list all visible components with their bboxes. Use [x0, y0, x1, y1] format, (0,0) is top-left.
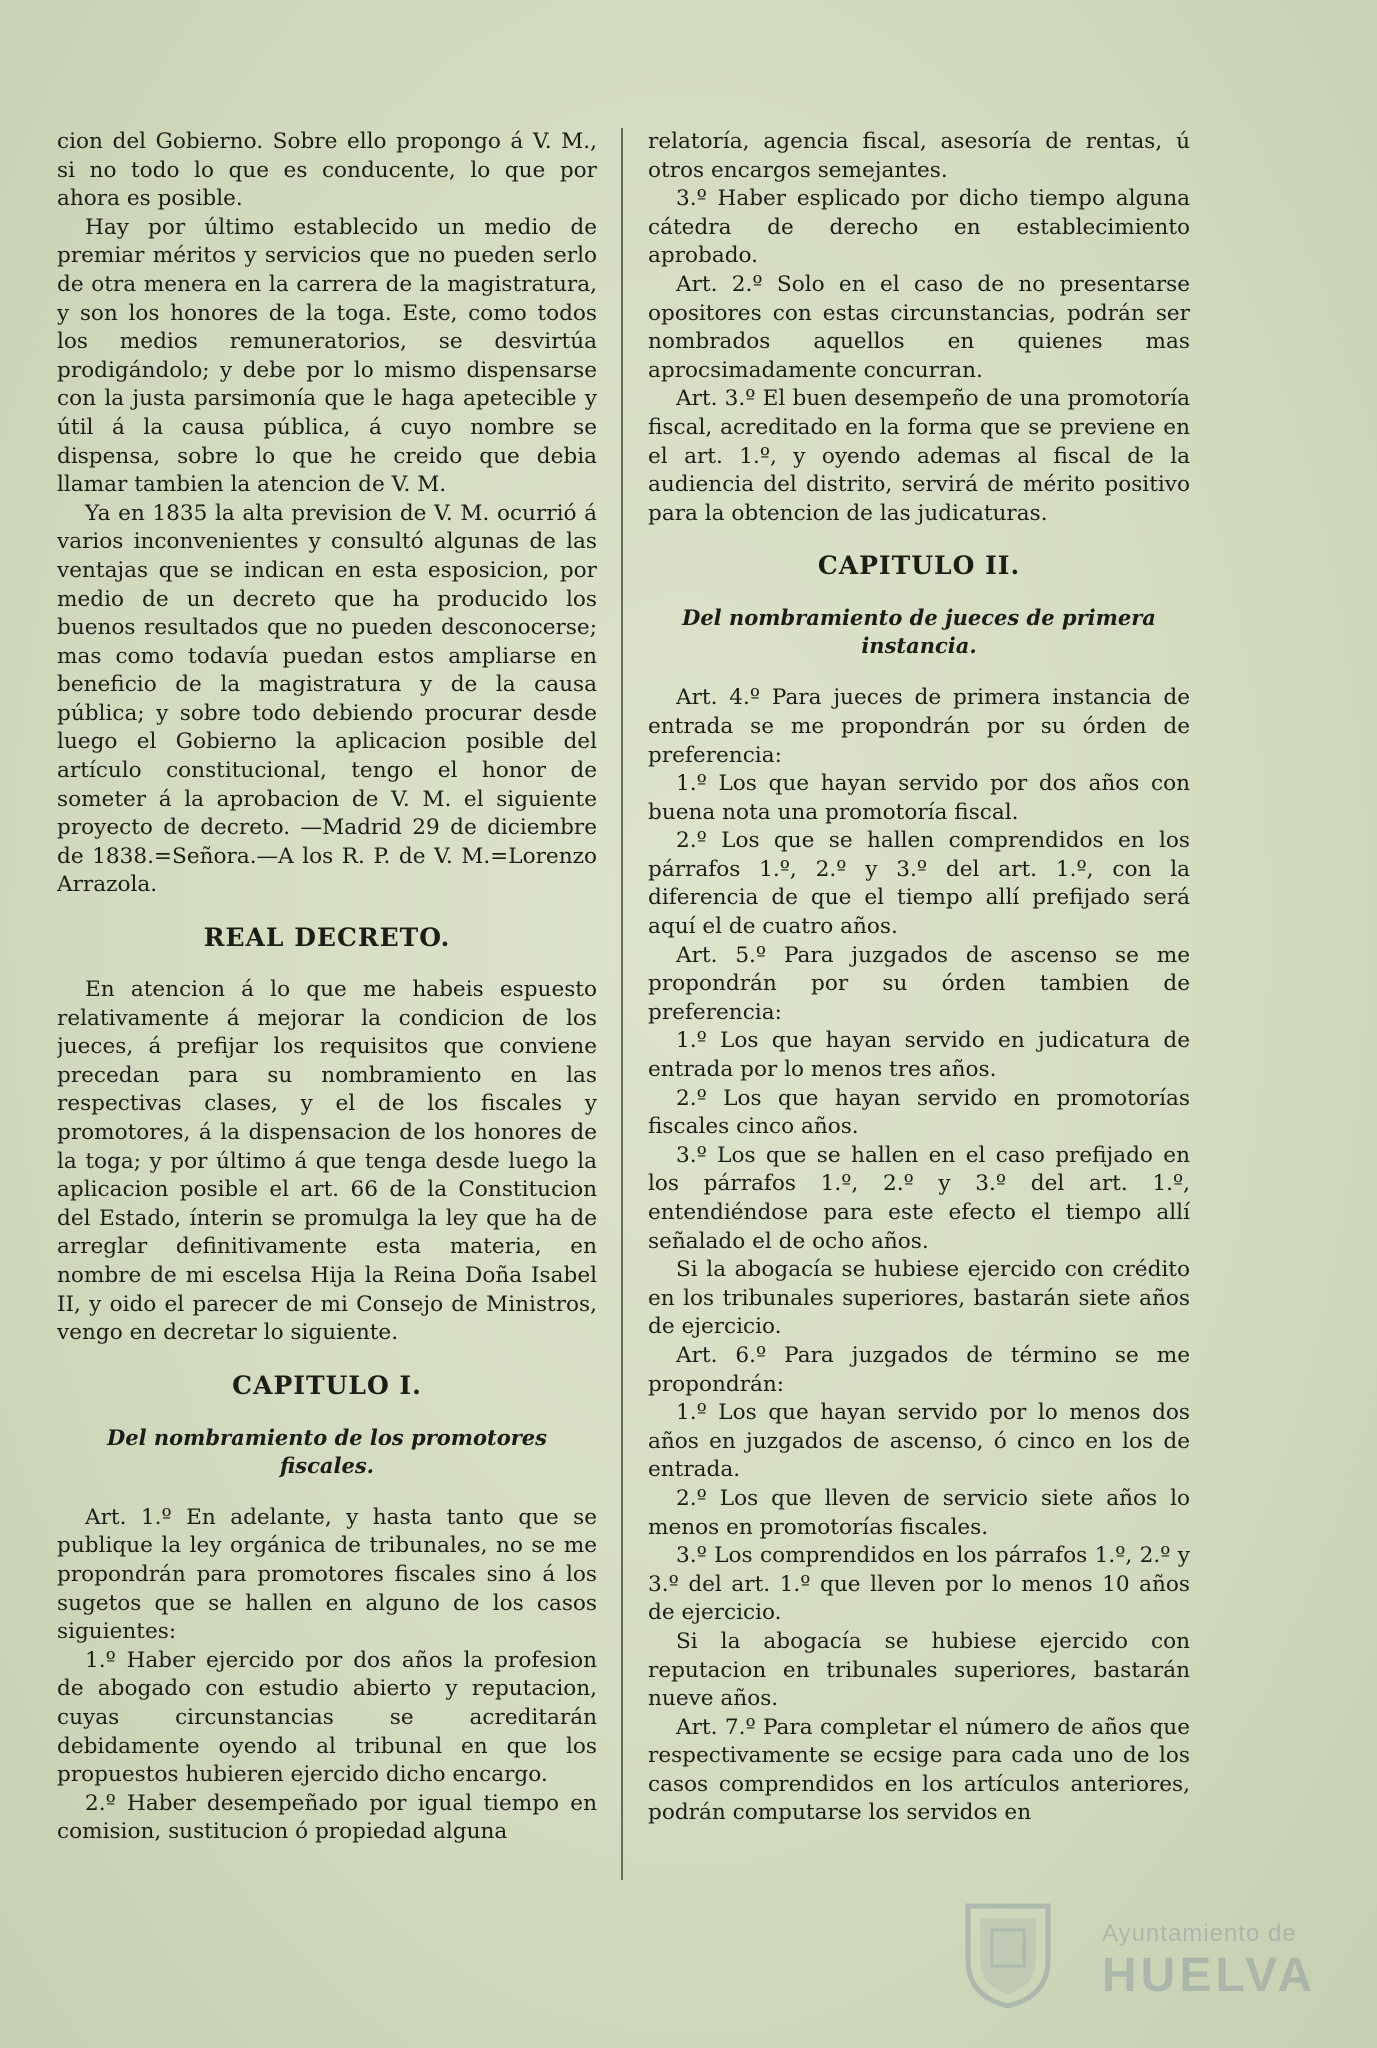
coat-of-arms-icon	[960, 1900, 1056, 2010]
article-1-case-1: 1.º Haber ejercido por dos años la profesion de abogado con estudio abierto y reputacion, cuyas circunstancias se acreditarán debidamente oyendo al tribunal en que los propuestos hubieren ejercido dicho encargo.	[57, 1647, 597, 1788]
watermark-text-line1: Ayuntamiento de	[1102, 1920, 1297, 1947]
watermark-text-line2: HUELVA	[1102, 1949, 1317, 2002]
article-7: Art. 7.º Para completar el número de años que respectivamente se ecsige para cada uno de los casos comprendidos en los artículos anteriores, podrán computarse los servidos en	[648, 1714, 1190, 1826]
article-3: Art. 3.º El buen desempeño de una promotoría fiscal, acreditado en la forma que se previene en el art. 1.º, y oyendo ademas al fiscal de la audiencia del distrito, servirá de mérito positivo para la obtencion de las judicaturas.	[648, 386, 1190, 526]
paragraph: Hay por último establecido un medio de premiar méritos y servicios que no pueden serlo de otra menera en la carrera de la magistratura, y son los honores de la toga. Este, como todos los medios remuneratorios, se desvirtúa prodigándolo; y debe por lo mismo dispensarse con la justa parsimonía que le haga apetecible y útil á la causa pública, á cuyo nombre se dispensa, sobre lo que he creido que debia llamar tambien la atencion de V. M.	[57, 214, 597, 498]
paragraph: cion del Gobierno. Sobre ello propongo á V. M., si no todo lo que es conducente, lo que por ahora es posible.	[57, 129, 597, 212]
left-column	[57, 128, 597, 1888]
article-4: Art. 4.º Para jueces de primera instancia de entrada se me propondrán por su órden de preferencia:	[648, 685, 1190, 768]
article-4-case-1: 1.º Los que hayan servido por dos años con buena nota una promotoría fiscal.	[648, 771, 1190, 825]
heading-capitulo-1: CAPITULO I.	[232, 1370, 422, 1400]
subheading-capitulo-1: Del nombramiento de los promotores fiscales.	[107, 1424, 547, 1478]
article-5-case-2: 2.º Los que hayan servido en promotorías fiscales cinco años.	[648, 1085, 1190, 1140]
article-1: Art. 1.º En adelante, y hasta tanto que se publique la ley orgánica de tribunales, no se me propondrán para promotores fiscales sino á los sugetos que se hallen en alguno de los casos siguientes:	[57, 1504, 597, 1645]
paragraph: En atencion á lo que me habeis espuesto relativamente á mejorar la condicion de los jueces, á prefijar los requisitos que conviene precedan para su nombramiento en las respectivas clases, y el de los fiscales y promotores, á la dispensacion de los honores de la toga; y por último á que tenga desde luego la aplicacion posible el art. 66 de la Constitucion del Estado, ínterin se promulga la ley que ha de arreglar definitivamente esta materia, en nombre de mi escelsa Hija la Reina Doña Isabel II, y oido el parecer de mi Consejo de Ministros, vengo en decretar lo siguiente.	[57, 977, 597, 1346]
article-5-case-3: 3.º Los que se hallen en el caso prefijado en los párrafos 1.º, 2.º y 3.º del art. 1.º, entendiéndose para este efecto el tiempo allí señalado el de ocho años.	[648, 1142, 1190, 1254]
article-6-case-3: 3.º Los comprendidos en los párrafos 1.º, 2.º y 3.º del art. 1.º que lleven por lo menos 10 años de ejercicio.	[648, 1543, 1190, 1626]
article-1-case-3: 3.º Haber esplicado por dicho tiempo alguna cátedra de derecho en establecimiento aprobado.	[648, 186, 1190, 269]
paragraph: relatoría, agencia fiscal, asesoría de rentas, ú otros encargos semejantes.	[648, 129, 1190, 183]
article-1-case-2: 2.º Haber desempeñado por igual tiempo en comision, sustitucion ó propiedad alguna	[57, 1790, 597, 1845]
paragraph: Ya en 1835 la alta prevision de V. M. ocurrió á varios inconvenientes y consultó algunas de las ventajas que se indican en esta esposicion, por medio de un decreto que ha producido los buenos resultados que no pueden desconocerse; mas como todavía puedan estos ampliarse en beneficio de la magistratura y de la causa pública; y sobre todo debiendo procurar desde luego el Gobierno la aplicacion posible del artículo constitucional, tengo el honor de someter á la aprobacion de V. M. el siguiente proyecto de decreto. —Madrid 29 de diciembre de 1838.=Señora.—A los R. P. de V. M.=Lorenzo Arrazola.	[57, 500, 597, 898]
article-5-case-1: 1.º Los que hayan servido en judicatura de entrada por lo menos tres años.	[648, 1028, 1190, 1083]
watermark-logo	[960, 1900, 1320, 2010]
article-6-case-2: 2.º Los que lleven de servicio siete años lo menos en promotorías fiscales.	[648, 1485, 1190, 1540]
column-divider	[621, 128, 623, 1880]
article-4-case-2: 2.º Los que se hallen comprendidos en los párrafos 1.º, 2.º y 3.º del art. 1.º, con la diferencia de que el tiempo allí prefijado será aquí el de cuatro años.	[648, 828, 1190, 940]
article-6-case-1: 1.º Los que hayan servido por lo menos dos años en juzgados de ascenso, ó cinco en los de entrada.	[648, 1400, 1190, 1483]
heading-capitulo-2: CAPITULO II.	[817, 551, 1021, 581]
article-6: Art. 6.º Para juzgados de término se me propondrán:	[648, 1342, 1190, 1397]
heading-real-decreto: REAL DECRETO.	[203, 923, 451, 953]
article-6-note: Si la abogacía se hubiese ejercido con reputacion en tribunales superiores, bastarán nueve años.	[648, 1628, 1190, 1712]
right-column	[648, 128, 1190, 1888]
subheading-capitulo-2: Del nombramiento de jueces de primera instancia.	[682, 605, 1156, 659]
article-2: Art. 2.º Solo en el caso de no presentarse opositores con estas circunstancias, podrán ser nombrados aquellos en quienes mas aprocsimadamente concurran.	[648, 271, 1190, 383]
article-5: Art. 5.º Para juzgados de ascenso se me propondrán por su órden tambien de preferencia:	[648, 942, 1190, 1025]
article-5-note: Si la abogacía se hubiese ejercido con crédito en los tribunales superiores, bastarán siete años de ejercicio.	[648, 1257, 1190, 1340]
